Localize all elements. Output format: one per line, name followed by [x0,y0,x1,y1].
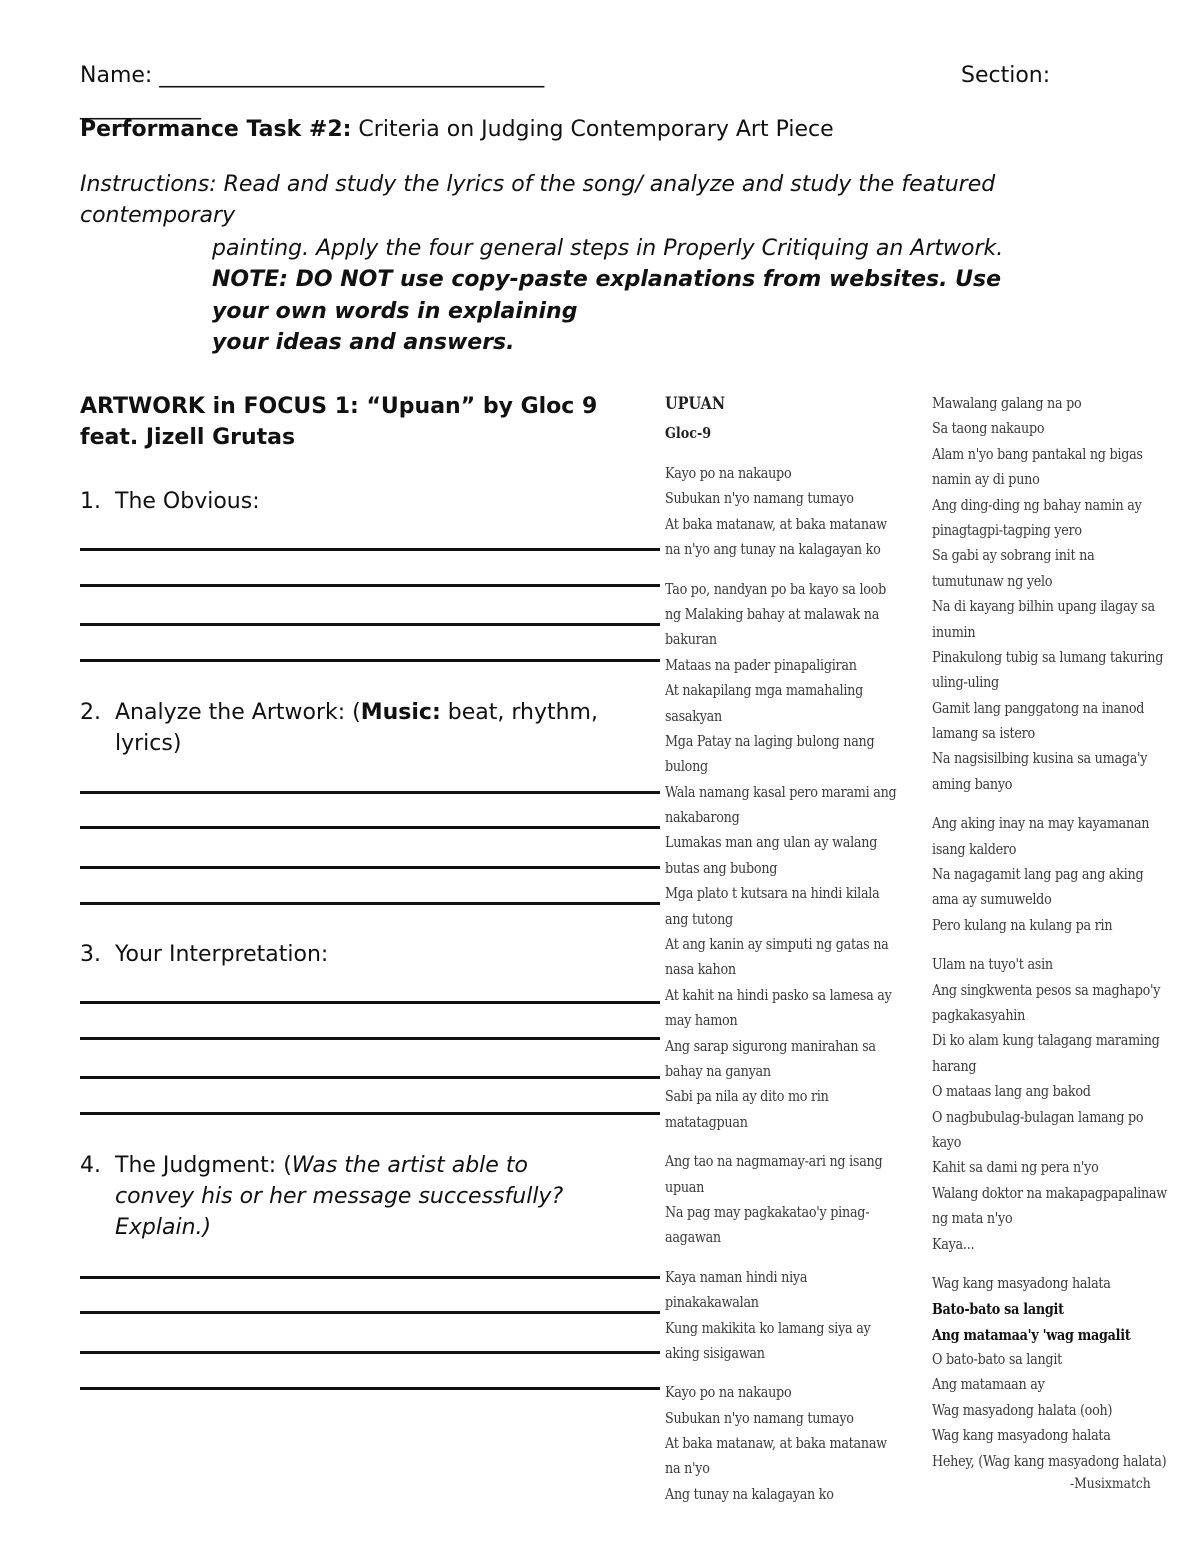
lyrics-line: uling-uling [932,675,999,692]
question-1-number: 1. [80,489,101,514]
lyrics-line: Di ko alam kung talagang maraming [932,1033,1160,1050]
lyrics-line: matatagpuan [665,1114,748,1131]
question-1-label: The Obvious: [115,489,260,514]
lyrics-line: bulong [665,759,708,776]
lyrics-line: At baka matanaw, at baka matanaw [665,1436,887,1453]
lyrics-line: At nakapilang mga mamahaling [665,683,864,700]
answer-line[interactable] [80,584,660,587]
lyrics-line: Wala namang kasal pero marami ang [665,784,897,801]
lyrics-line: Ulam na tuyo't asin [932,957,1053,974]
lyrics-line: At baka matanaw, at baka matanaw [665,516,887,533]
lyrics-stanza-gap [932,1258,1167,1272]
note-line-1: NOTE: DO NOT use copy-paste explanations from websites. Use [212,267,1002,292]
lyrics-line: Subukan n'yo namang tumayo [665,1410,854,1427]
instructions-line-3: painting. Apply the four general steps in Properly Critiquing an Artwork. [212,236,1004,261]
lyrics-line: may hamon [665,1013,738,1030]
lyrics-line: Mataas na pader pinapaligiran [665,657,857,674]
lyrics-line: aming banyo [932,776,1013,793]
lyrics-line: butas ang bubong [665,860,778,877]
answer-line[interactable] [80,1076,660,1079]
lyrics-line: nakabarong [665,810,740,827]
name-label: Name: ___________________________________ [80,63,545,88]
lyrics-stanza-gap [932,798,1167,812]
note-line-3: your ideas and answers. [212,330,515,355]
lyrics-line: Na nagagamit lang pag ang aking [932,867,1144,884]
lyrics-line: Ang tao na nagmamay-ari ng isang [665,1154,883,1171]
lyrics-line: Alam n'yo bang pantakal ng bigas [932,446,1143,463]
lyrics-line: Ang sarap sigurong manirahan sa [665,1038,876,1055]
lyrics-line: O bato-bato sa langit [932,1352,1063,1369]
lyrics-line: bahay na ganyan [665,1063,771,1080]
lyrics-line: Na nagsisilbing kusina sa umaga'y [932,751,1148,768]
answer-line[interactable] [80,1387,660,1390]
question-2-number: 2. [80,700,101,725]
lyrics-line: sasakyan [665,708,722,725]
lyrics-line: Sa taong nakaupo [932,421,1045,438]
answer-line[interactable] [80,1276,660,1279]
lyrics-column-2 [932,392,1167,1475]
lyrics-line: na n'yo ang tunay na kalagayan ko [665,542,881,559]
lyrics-line: O nagbubulag-bulagan lamang po [932,1109,1144,1126]
lyrics-line: upuan [665,1179,705,1196]
task-title-rest: Criteria on Judging Contemporary Art Piece [351,117,834,142]
answer-line[interactable] [80,791,660,794]
lyrics-title: UPUAN [665,394,726,414]
lyrics-line: nasa kahon [665,962,736,979]
lyrics-line: Ang ding-ding ng bahay namin ay [932,497,1142,514]
lyrics-line: Bato-bato sa langit [932,1301,1064,1319]
lyrics-line: Ang aking inay na may kayamanan [932,816,1150,833]
lyrics-line: Mga Patay na laging bulong nang [665,733,875,750]
question-4-label-pre: The Judgment: ( [115,1153,292,1178]
answer-line[interactable] [80,548,660,551]
lyrics-artist: Gloc-9 [665,424,712,442]
task-title [80,114,834,145]
artwork-title-line-2: feat. Jizell Grutas [80,425,296,450]
lyrics-line: Kaya naman hindi niya [665,1269,808,1286]
question-3-label: Your Interpretation: [115,942,329,967]
lyrics-line: Pinakulong tubig sa lumang takuring [932,649,1164,666]
task-title-bold: Performance Task #2: [80,117,352,142]
section-label: Section: [961,63,1051,88]
answer-line[interactable] [80,902,660,905]
lyrics-line: Ang singkwenta pesos sa maghapo'y [932,982,1161,999]
question-2-label-post: beat, rhythm, [440,700,598,725]
answer-line[interactable] [80,623,660,626]
note-line-2: your own words in explaining [212,299,578,324]
answer-line[interactable] [80,1112,660,1115]
lyrics-line: pinagtagpi-tagping yero [932,522,1082,539]
lyrics-line: aagawan [665,1230,721,1247]
lyrics-line: Gamit lang panggatong na inanod [932,700,1145,717]
lyrics-line: At ang kanin ay simputi ng gatas na [665,937,889,954]
lyrics-line: bakuran [665,632,717,649]
lyrics-credit: -Musixmatch [1070,1476,1151,1492]
lyrics-line: Na pag may pagkakatao'y pinag- [665,1204,870,1221]
lyrics-line: Mga plato t kutsara na hindi kilala [665,886,880,903]
question-2-label-bold: Music: [360,700,441,725]
lyrics-line: Kung makikita ko lamang siya ay [665,1320,871,1337]
lyrics-line: Wag kang masyadong halata [932,1428,1111,1445]
lyrics-line: Kayo po na nakaupo [665,466,792,482]
answer-line[interactable] [80,1351,660,1354]
lyrics-line: Sa gabi ay sobrang init na [932,548,1095,565]
lyrics-line: Kaya... [932,1236,975,1253]
lyrics-line: pinakakawalan [665,1295,759,1312]
lyrics-line: Wag masyadong halata (ooh) [932,1402,1113,1419]
lyrics-stanza-gap [665,564,896,578]
lyrics-line: ng mata n'yo [932,1211,1013,1228]
lyrics-line: namin ay di puno [932,472,1040,489]
lyrics-line: Hehey, (Wag kang masyadong halata) [932,1453,1167,1470]
answer-line[interactable] [80,1311,660,1314]
lyrics-line: Tao po, nandyan po ba kayo sa loob [665,581,887,598]
lyrics-line: At kahit na hindi pasko sa lamesa ay [665,987,892,1004]
question-4-label-line-2: convey his or her message successfully? [115,1184,564,1209]
instructions-line-1: Instructions: Read and study the lyrics of the song/ analyze and study the featured [80,172,996,197]
lyrics-stanza-gap [665,1252,896,1266]
lyrics-line: ama ay sumuweldo [932,892,1052,909]
section-blank: ___________ [80,95,201,120]
answer-line[interactable] [80,866,660,869]
lyrics-line: ng Malaking bahay at malawak na [665,606,880,623]
lyrics-line: kayo [932,1134,962,1151]
lyrics-line: pagkakasyahin [932,1007,1026,1024]
artwork-title-line-1: ARTWORK in FOCUS 1: “Upuan” by Gloc 9 [80,394,598,419]
lyrics-line: tumutunaw ng yelo [932,573,1053,590]
lyrics-line: Lumakas man ang ulan ay walang [665,835,878,852]
question-2-label [115,697,598,728]
lyrics-line: na n'yo [665,1461,710,1478]
question-2-label-pre: Analyze the Artwork: ( [115,700,361,725]
question-4-number: 4. [80,1153,101,1178]
lyrics-line: Ang matamaa'y 'wag magalit [932,1326,1131,1344]
lyrics-line: inumin [932,624,976,641]
lyrics-line: Ang tunay na kalagayan ko [665,1486,834,1503]
lyrics-line: Ang matamaan ay [932,1377,1045,1394]
lyrics-stanza-gap [665,1136,896,1150]
question-3-number: 3. [80,942,101,967]
lyrics-column-1 [665,462,896,1508]
lyrics-line: Mawalang galang na po [932,396,1082,412]
lyrics-line: lamang sa istero [932,726,1035,743]
answer-line[interactable] [80,826,660,829]
lyrics-line: harang [932,1058,977,1075]
lyrics-line: ang tutong [665,911,733,928]
lyrics-line: Wag kang masyadong halata [932,1275,1111,1292]
lyrics-line: Pero kulang na kulang pa rin [932,917,1113,934]
lyrics-line: Na di kayang bilhin upang ilagay sa [932,599,1155,616]
lyrics-line: Sabi pa nila ay dito mo rin [665,1089,829,1106]
lyrics-line: Kayo po na nakaupo [665,1385,792,1402]
lyrics-line: Kahit sa dami ng pera n'yo [932,1160,1099,1177]
lyrics-stanza-gap [932,939,1167,953]
lyrics-line: O mataas lang ang bakod [932,1084,1091,1101]
instructions-line-2: contemporary [80,203,236,228]
answer-line[interactable] [80,659,660,662]
answer-line[interactable] [80,1001,660,1004]
lyrics-line: Walang doktor na makapagpapalinaw [932,1185,1167,1202]
lyrics-stanza-gap [665,1367,896,1381]
question-4-label-italic: Was the artist able to [291,1153,528,1178]
answer-line[interactable] [80,1037,660,1040]
question-2-label-line-2: lyrics) [115,731,182,756]
question-4-label-line-3: Explain.) [115,1215,212,1240]
lyrics-line: Subukan n'yo namang tumayo [665,491,854,508]
question-4-label [115,1150,528,1181]
lyrics-line: isang kaldero [932,841,1017,858]
lyrics-line: aking sisigawan [665,1345,765,1362]
